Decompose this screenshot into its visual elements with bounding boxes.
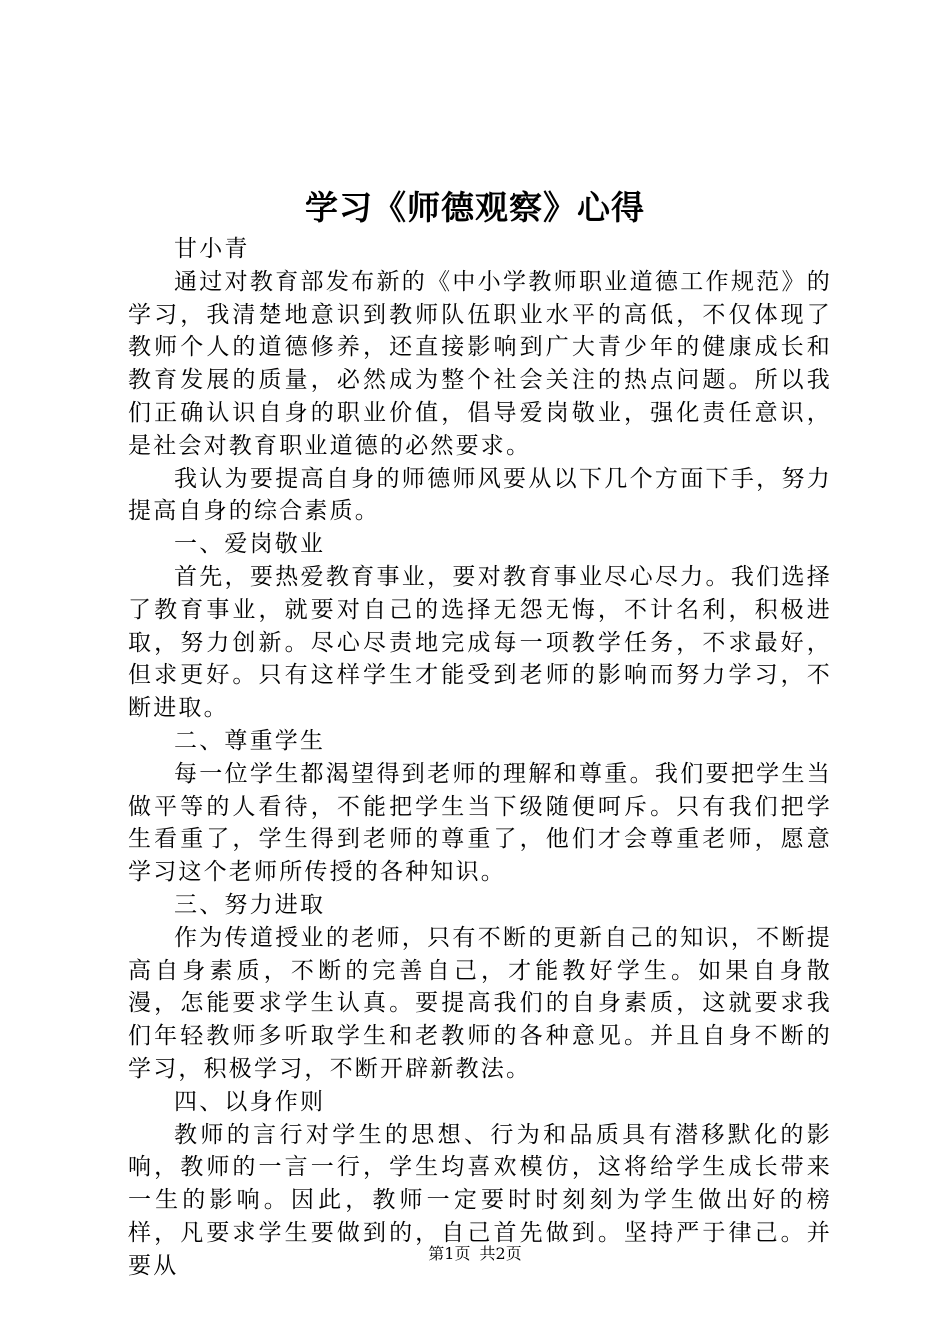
section-heading-1: 一、爱岗敬业 [174,531,326,558]
page-number: 第1页 [428,1244,471,1263]
page-footer [0,1243,950,1265]
document-body [128,233,832,1283]
author-line: 甘小青 [174,236,250,262]
page-title: 学习《师德观察》心得 [305,188,645,227]
section-heading-2: 二、尊重学生 [174,727,326,754]
page-count: 共2页 [479,1244,522,1263]
paragraph-section-1: 首先，要热爱教育事业，要对教育事业尽心尽力。我们选择了教育事业，就要对自己的选择无怨无悔，不计名利，积极进取，努力创新。尽心尽责地完成每一项教学任务，不求最好，但求更好。只有这样学生才能受到老师的影响而努力学习，不断进取。 [128,563,832,722]
section-heading-3: 三、努力进取 [174,891,326,918]
section-heading-4: 四、以身作则 [174,1088,326,1115]
paragraph-thesis: 我认为要提高自身的师德师风要从以下几个方面下手，努力提高自身的综合素质。 [128,465,832,525]
paragraph-section-4: 教师的言行对学生的思想、行为和品质具有潜移默化的影响，教师的一言一行，学生均喜欢模仿，这将给学生成长带来一生的影响。因此，教师一定要时时刻刻为学生做出好的榜样，凡要求学生要做到的，自己首先做到。坚持严于律己。并要从 [128,1121,832,1279]
paragraph-section-3: 作为传道授业的老师，只有不断的更新自己的知识，不断提高自身素质，不断的完善自己，才能教好学生。如果自身散漫，怎能要求学生认真。要提高我们的自身素质，这就要求我们年轻教师多听取学生和老教师的各种意见。并且自身不断的学习，积极学习，不断开辟新教法。 [128,924,832,1082]
paragraph-intro: 通过对教育部发布新的《中小学教师职业道德工作规范》的学习，我清楚地意识到教师队伍职业水平的高低，不仅体现了教师个人的道德修养，还直接影响到广大青少年的健康成长和教育发展的质量，必然成为整个社会关注的热点问题。所以我们正确认识自身的职业价值，倡导爱岗敬业，强化责任意识，是社会对教育职业道德的必然要求。 [128,268,832,459]
paragraph-section-2: 每一位学生都渴望得到老师的理解和尊重。我们要把学生当做平等的人看待，不能把学生当下级随便呵斥。只有我们把学生看重了，学生得到老师的尊重了，他们才会尊重老师，愿意学习这个老师所传授的各种知识。 [128,760,832,886]
